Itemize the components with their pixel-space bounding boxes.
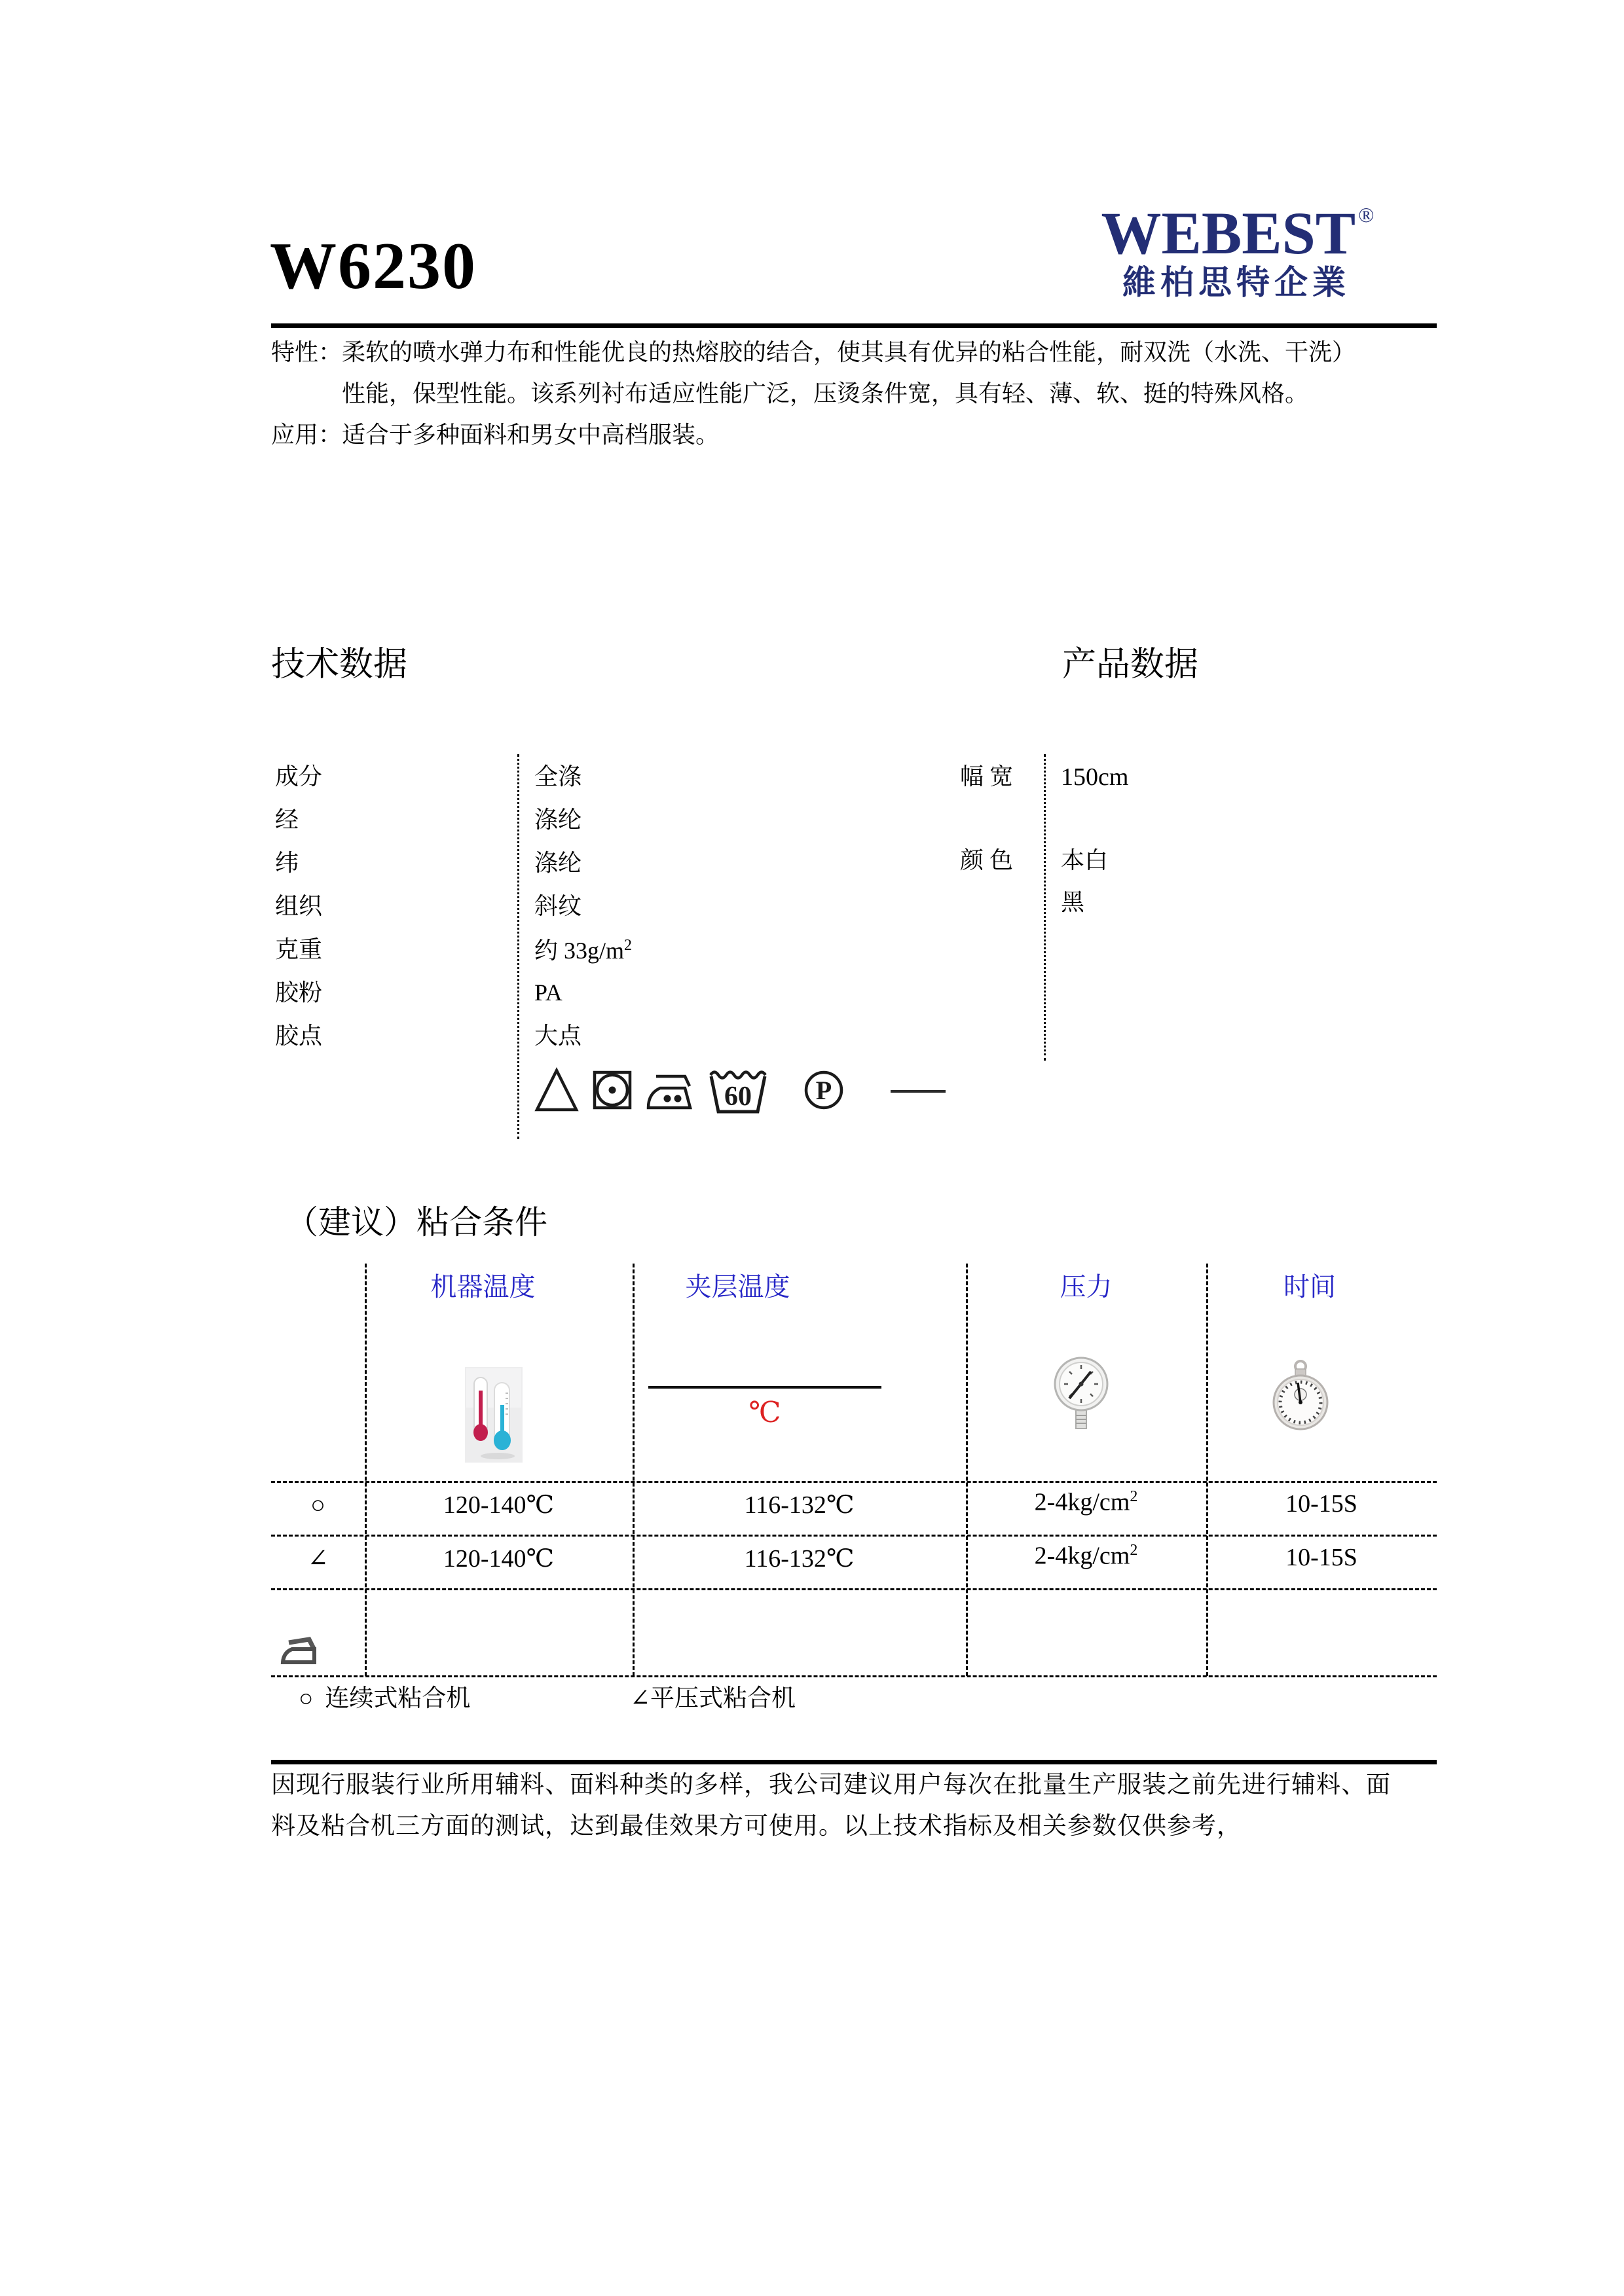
time-value: 10-15S: [1285, 1490, 1357, 1518]
thermometer-icon: [465, 1367, 523, 1466]
application-line: [271, 423, 719, 446]
stopwatch-icon: [1272, 1359, 1329, 1434]
logo-wordmark: [1084, 200, 1389, 266]
logo-wordmark-text: WEBEST: [1101, 200, 1356, 266]
tech-row-label: 成分: [275, 763, 323, 790]
care-symbols-row: [534, 1063, 946, 1120]
width-value: 150cm: [1061, 763, 1129, 791]
angle-symbol: ∠: [630, 1685, 651, 1712]
column-header-machine-temp: 机器温度: [430, 1272, 536, 1302]
circle-symbol: ○: [299, 1685, 314, 1712]
pressure-value: [966, 1542, 1206, 1569]
product-table-divider: [1044, 754, 1046, 1061]
application-label: 应用：: [271, 422, 342, 448]
logo-chinese-name: 維柏思特企業: [1122, 265, 1350, 302]
interlayer-temp-line: [648, 1386, 881, 1389]
wash-temp-value: 60: [724, 1081, 752, 1112]
column-header-time: 时间: [1283, 1272, 1336, 1302]
application-text: 适合于多种面料和男女中高档服装。: [342, 422, 720, 448]
product-data-title: 产品数据: [1062, 646, 1199, 683]
table-column-border: [365, 1264, 367, 1676]
time-value: 10-15S: [1285, 1544, 1357, 1571]
dry-clean-p-icon: [803, 1069, 845, 1114]
tech-row-value: 斜纹: [534, 893, 582, 919]
pressure-value: [966, 1489, 1206, 1515]
tech-row-value: 涤纶: [534, 807, 582, 833]
interlayer-temp-value: 116-132℃: [744, 1491, 855, 1519]
table-row-border: [271, 1675, 1437, 1677]
iron-machine-icon: [280, 1634, 317, 1669]
tumble-dry-icon: [592, 1070, 633, 1114]
tech-row-label: 组织: [275, 893, 323, 919]
registered-trademark-icon: ®: [1358, 203, 1375, 227]
color-label: 颜 色: [960, 847, 1014, 873]
feature-label: 特性：: [271, 339, 342, 365]
bleach-triangle-icon: [534, 1066, 579, 1117]
celsius-symbol: ℃: [748, 1396, 781, 1429]
color-value: 黑: [1061, 889, 1085, 915]
legend-flat-press-machine: [630, 1686, 796, 1711]
tech-row-value: 大点: [534, 1023, 582, 1049]
footer-divider: [271, 1760, 1437, 1764]
color-value: 本白: [1061, 847, 1109, 873]
row-symbol-continuous: ○: [310, 1491, 325, 1519]
bonding-table: [271, 1264, 1437, 1676]
legend-continuous-machine: [299, 1686, 470, 1711]
pressure-superscript: 2: [1130, 1488, 1138, 1505]
machine-temp-value: 120-140℃: [443, 1491, 555, 1519]
column-header-pressure: 压力: [1060, 1272, 1113, 1302]
table-column-border: [1206, 1264, 1208, 1676]
tech-row-label: 克重: [275, 936, 323, 962]
width-label: 幅 宽: [960, 763, 1014, 790]
tech-row-value: 全涤: [534, 763, 582, 790]
tech-row-label: 胶点: [275, 1023, 323, 1049]
page-title: W6230: [270, 229, 477, 303]
column-header-interlayer-temp: 夹层温度: [685, 1272, 790, 1302]
tech-row-value: [534, 938, 632, 962]
bonding-conditions-title: （建议）粘合条件: [286, 1204, 547, 1241]
table-row-border: [271, 1535, 1437, 1537]
header-divider: [271, 323, 1437, 328]
dry-clean-letter: P: [815, 1075, 832, 1105]
tech-data-title: 技术数据: [271, 646, 408, 683]
tech-table-divider: [517, 754, 519, 1139]
tech-row-value: PA: [534, 979, 563, 1006]
table-row-border: [271, 1588, 1437, 1590]
pressure-gauge-icon: [1052, 1354, 1110, 1437]
footer-note-line-1: 因现行服装行业所用辅料、面料种类的多样，我公司建议用户每次在批量生产服装之前先进行辅料、面: [271, 1772, 1391, 1798]
tech-row-label: 经: [275, 807, 299, 833]
weight-superscript: 2: [624, 937, 633, 954]
footer-note-line-2: 料及粘合机三方面的测试，达到最佳效果方可使用。以上技术指标及相关参数仅供参考，: [271, 1813, 1242, 1840]
tech-row-label: 胶粉: [275, 979, 323, 1006]
tech-row-value: 涤纶: [534, 850, 582, 876]
feature-line-2: 性能，保型性能。该系列衬布适应性能广泛，压烫条件宽，具有轻、薄、软、挺的特殊风格。: [342, 380, 1309, 407]
table-column-border: [966, 1264, 968, 1676]
row-symbol-flat-press: ∠: [307, 1545, 329, 1573]
legend-label: 连续式粘合机: [325, 1685, 471, 1712]
interlayer-temp-value: 116-132℃: [744, 1545, 855, 1573]
pressure-text: 2-4kg/cm: [1034, 1542, 1130, 1570]
table-column-border: [633, 1264, 635, 1676]
permanent-press-line-icon: [891, 1090, 946, 1093]
tech-row-label: 纬: [275, 850, 299, 876]
weight-value: 约 33g/m: [534, 938, 625, 964]
machine-temp-value: 120-140℃: [443, 1545, 555, 1573]
table-row-border: [271, 1481, 1437, 1483]
feature-line-1: [271, 340, 1356, 364]
feature-text-1: 柔软的喷水弹力布和性能优良的热熔胶的结合，使其具有优异的粘合性能，耐双洗（水洗、干洗）: [342, 339, 1356, 365]
pressure-superscript: 2: [1130, 1542, 1138, 1559]
wash-60-icon: [707, 1065, 769, 1119]
legend-label: 平压式粘合机: [650, 1685, 796, 1712]
iron-two-dots-icon: [646, 1068, 695, 1115]
pressure-text: 2-4kg/cm: [1034, 1488, 1130, 1516]
company-logo: [1084, 200, 1389, 302]
